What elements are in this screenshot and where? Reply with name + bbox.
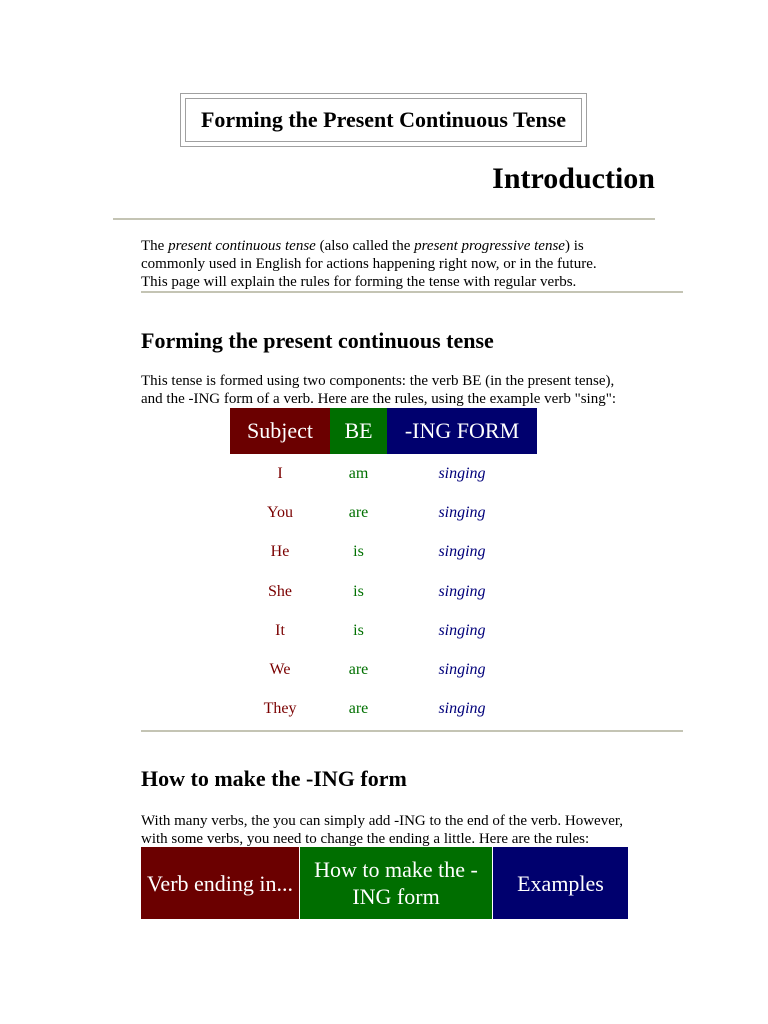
subject-cell: She (268, 582, 292, 600)
header-examples: Examples (492, 847, 628, 919)
ing-cell: singing (438, 464, 486, 482)
intro-line-3: This page will explain the rules for forming the tense with regular verbs. (141, 274, 577, 290)
forming-line-1: This tense is formed using two components: the verb BE (in the present tense), (141, 373, 615, 389)
subject-cell: He (270, 543, 290, 561)
be-cell: is (353, 582, 364, 600)
subject-cell: You (267, 503, 293, 521)
title-box (180, 93, 587, 147)
be-cell: are (348, 700, 369, 718)
table-row (230, 454, 537, 493)
ing-cell: singing (438, 700, 486, 718)
be-cell: are (348, 661, 369, 679)
ing-cell: singing (438, 621, 486, 639)
intro-paragraph (141, 237, 701, 291)
header-verb-ending: Verb ending in... (141, 847, 299, 919)
forming-heading: Forming the present continuous tense (141, 328, 494, 353)
introduction-heading: Introduction (492, 162, 655, 195)
ing-line-1: With many verbs, the you can simply add -ING to the end of the verb. However, (141, 813, 623, 829)
forming-line-2: and the -ING form of a verb. Here are the rules, using the example verb "sing": (141, 391, 616, 407)
subject-cell: It (275, 621, 285, 639)
ing-cell: singing (438, 543, 486, 561)
intro-line-1: The present continuous tense (also called the present progressive tense) is (141, 238, 584, 254)
ing-paragraph (141, 812, 701, 848)
table-row (230, 690, 537, 729)
ing-line-2: with some verbs, you need to change the ending a little. Here are the rules: (141, 831, 590, 847)
table-row (230, 572, 537, 611)
table-row (230, 650, 537, 689)
be-cell: is (353, 543, 364, 561)
ing-rules-table (141, 847, 628, 919)
header-subject: Subject (230, 408, 330, 454)
divider (141, 730, 683, 732)
table-header-row (230, 408, 537, 454)
table-row (230, 611, 537, 650)
be-cell: is (353, 621, 364, 639)
page-title: Forming the Present Continuous Tense (185, 98, 582, 142)
ing-cell: singing (438, 582, 486, 600)
table-header-row (141, 847, 628, 919)
header-be: BE (330, 408, 387, 454)
forming-paragraph (141, 372, 701, 408)
conjugation-table (230, 408, 537, 729)
be-cell: are (348, 503, 369, 521)
subject-cell: We (269, 661, 291, 679)
divider (113, 218, 655, 220)
be-cell: am (348, 464, 369, 482)
ing-heading: How to make the -ING form (141, 766, 407, 791)
header-how-to-make: How to make the -ING form (299, 847, 492, 919)
ing-cell: singing (438, 661, 486, 679)
ing-cell: singing (438, 503, 486, 521)
divider (141, 291, 683, 293)
subject-cell: I (277, 464, 283, 482)
intro-line-2: commonly used in English for actions happening right now, or in the future. (141, 256, 597, 272)
header-ing-form: -ING FORM (387, 408, 537, 454)
subject-cell: They (263, 700, 297, 718)
table-row (230, 493, 537, 532)
table-row (230, 533, 537, 572)
